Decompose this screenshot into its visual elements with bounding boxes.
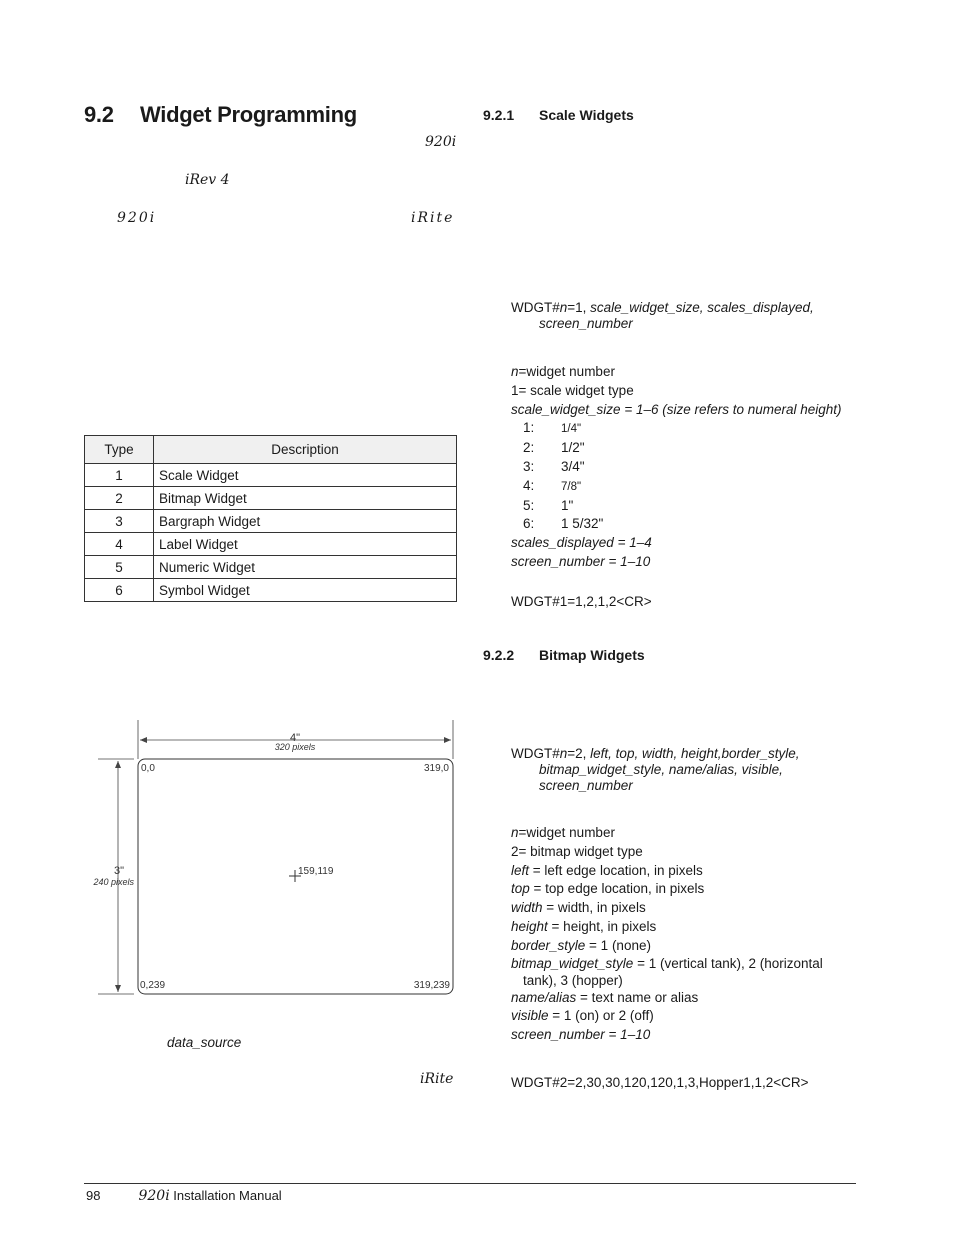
- subsection-title-text: Scale Widgets: [539, 107, 634, 123]
- manual-title: Installation Manual: [173, 1188, 282, 1203]
- footer-rule: [84, 1183, 856, 1184]
- param-name: name/alias: [511, 989, 577, 1005]
- section-title-text: Widget Programming: [140, 102, 357, 127]
- command-line-1: [511, 300, 851, 316]
- height-label: 3": [113, 865, 124, 877]
- corner-top-right-label: 319,0: [423, 763, 449, 774]
- param-bitmap-widget-style-cont: tank), 3 (hopper): [523, 972, 623, 988]
- size-key: 1:: [523, 420, 535, 436]
- size-value: 7/8": [561, 480, 582, 493]
- type-cell: 6: [85, 579, 154, 602]
- manual-model: 920i: [138, 1188, 170, 1204]
- command-eq: =1,: [567, 300, 591, 315]
- scale-widget-parameters: [511, 363, 856, 572]
- page-number: 98: [86, 1188, 101, 1203]
- size-option: [511, 497, 856, 516]
- size-value: 3/4": [561, 458, 585, 474]
- arrow-left-icon: [140, 737, 147, 743]
- arrow-down-icon: [115, 985, 121, 992]
- screen-coordinate-diagram: [84, 715, 464, 1005]
- command-params: scale_widget_size, scales_displayed,: [590, 300, 814, 315]
- param-type: 1= scale widget type: [511, 382, 634, 398]
- param-n: [511, 824, 856, 843]
- param-bitmap-widget-style: [511, 956, 856, 972]
- size-value: 1/2": [561, 440, 585, 456]
- table-row: [85, 464, 457, 487]
- bitmap-widget-parameters: [511, 824, 856, 1045]
- arrow-up-icon: [115, 761, 121, 768]
- subsection-title-bitmap-widgets: [483, 647, 645, 663]
- param-name: visible: [511, 1008, 549, 1024]
- size-value: 1 5/32": [561, 516, 604, 532]
- param-screen-number: screen_number = 1–10: [511, 1027, 651, 1043]
- param-visible: [511, 1007, 856, 1026]
- size-key: 3:: [523, 458, 535, 474]
- param-desc: = left edge location, in pixels: [529, 862, 703, 878]
- text-fragment-920i: 920i: [425, 134, 457, 150]
- param-name: left: [511, 862, 530, 878]
- type-cell: 2: [85, 487, 154, 510]
- size-option: [511, 477, 856, 497]
- type-cell: 5: [85, 556, 154, 579]
- command-n: n: [559, 746, 568, 761]
- text-fragment-irite: iRite: [411, 210, 455, 226]
- table-row: [85, 510, 457, 533]
- corner-top-left-label: 0,0: [141, 763, 155, 774]
- table-row: [85, 579, 457, 602]
- command-line-3: screen_number: [539, 778, 633, 793]
- subsection-number: 9.2.2: [483, 647, 515, 663]
- corner-bottom-left-label: 0,239: [140, 980, 166, 991]
- type-cell: 4: [85, 533, 154, 556]
- widget-types-table: [84, 435, 457, 602]
- table-row: [85, 556, 457, 579]
- description-cell: Scale Widget: [154, 464, 457, 487]
- param-type: [511, 843, 856, 862]
- param-desc: =widget number: [518, 364, 615, 379]
- param-name: width: [511, 900, 543, 916]
- height-pixels-label: 240 pixels: [93, 877, 134, 887]
- corner-bottom-right-label: 319,239: [413, 980, 450, 991]
- size-option: [511, 439, 856, 458]
- bitmap-widget-command-syntax: [511, 746, 856, 794]
- param-desc: =widget number: [518, 825, 615, 840]
- width-label: 4": [289, 732, 301, 744]
- param-scale-widget-size: scale_widget_size = 1–6 (size refers to numeral height): [511, 401, 842, 417]
- subsection-number: 9.2.1: [483, 107, 515, 123]
- arrow-right-icon: [444, 737, 451, 743]
- subsection-title-text: Bitmap Widgets: [539, 647, 645, 663]
- param-n: [511, 363, 856, 382]
- command-prefix: WDGT#: [511, 746, 560, 761]
- col-header-description: Description: [154, 436, 457, 464]
- param-height: [511, 918, 856, 937]
- param-name-alias: [511, 989, 856, 1008]
- size-option: [511, 458, 856, 477]
- page-footer: [86, 1188, 282, 1204]
- size-key: 4:: [523, 477, 535, 493]
- description-cell: Bitmap Widget: [154, 487, 457, 510]
- text-fragment-data-source: data_source: [167, 1035, 242, 1050]
- center-point-label: 159,119: [298, 866, 334, 877]
- description-cell: Label Widget: [154, 533, 457, 556]
- description-cell: Numeric Widget: [154, 556, 457, 579]
- size-key: 5:: [523, 497, 535, 513]
- param-name: border_style: [511, 937, 586, 953]
- size-value: 1/4": [561, 423, 582, 436]
- param-name: n: [511, 364, 519, 379]
- param-width: [511, 899, 856, 918]
- scale-widget-example: WDGT#1=1,2,1,2<CR>: [511, 594, 652, 609]
- table-row: [85, 487, 457, 510]
- col-header-type: Type: [85, 436, 154, 464]
- size-option: [511, 419, 856, 439]
- param-top: [511, 880, 856, 899]
- param-desc: = 1 (none): [585, 937, 651, 953]
- param-scales-displayed: scales_displayed = 1–4: [511, 535, 652, 551]
- section-title: [84, 102, 357, 128]
- param-desc: = text name or alias: [576, 989, 699, 1005]
- param-name: bitmap_widget_style: [511, 955, 634, 971]
- table-header-row: [85, 436, 457, 464]
- width-pixels-label: 320 pixels: [274, 742, 316, 752]
- param-border-style: [511, 937, 856, 956]
- subsection-title-scale-widgets: [483, 107, 634, 123]
- section-number: 9.2: [84, 102, 114, 127]
- command-params: left, top, width, height,border_style,: [590, 746, 800, 761]
- description-cell: Symbol Widget: [154, 579, 457, 602]
- description-cell: Bargraph Widget: [154, 510, 457, 533]
- param-desc: = width, in pixels: [542, 900, 646, 916]
- command-prefix: WDGT#: [511, 300, 560, 315]
- command-line-1: [511, 746, 856, 762]
- text-fragment-920i-2: 920i: [117, 210, 157, 226]
- param-left: [511, 862, 856, 881]
- command-n: n: [559, 300, 568, 315]
- param-desc: 2= bitmap widget type: [511, 843, 643, 859]
- param-desc: = 1 (vertical tank), 2 (horizontal: [633, 955, 823, 971]
- text-fragment-irite-2: iRite: [420, 1071, 454, 1087]
- type-cell: 3: [85, 510, 154, 533]
- type-cell: 1: [85, 464, 154, 487]
- command-line-2: screen_number: [539, 316, 633, 331]
- param-screen-number: screen_number = 1–10: [511, 553, 651, 569]
- param-desc: = 1 (on) or 2 (off): [548, 1008, 654, 1024]
- param-name: height: [511, 918, 548, 934]
- command-eq: =2,: [567, 746, 591, 761]
- scale-widget-command-syntax: [511, 300, 851, 332]
- size-value: 1": [561, 497, 574, 513]
- size-option: [511, 515, 856, 534]
- size-key: 6:: [523, 516, 535, 532]
- bitmap-widget-example: WDGT#2=2,30,30,120,120,1,3,Hopper1,1,2<CR>: [511, 1075, 809, 1090]
- param-desc: = height, in pixels: [547, 918, 657, 934]
- param-name: top: [511, 881, 530, 897]
- param-name: n: [511, 825, 519, 840]
- text-fragment-irev: iRev 4: [185, 172, 230, 188]
- size-key: 2:: [523, 440, 535, 456]
- param-desc: = top edge location, in pixels: [529, 881, 705, 897]
- table-row: [85, 533, 457, 556]
- command-line-2: bitmap_widget_style, name/alias, visible,: [539, 762, 783, 777]
